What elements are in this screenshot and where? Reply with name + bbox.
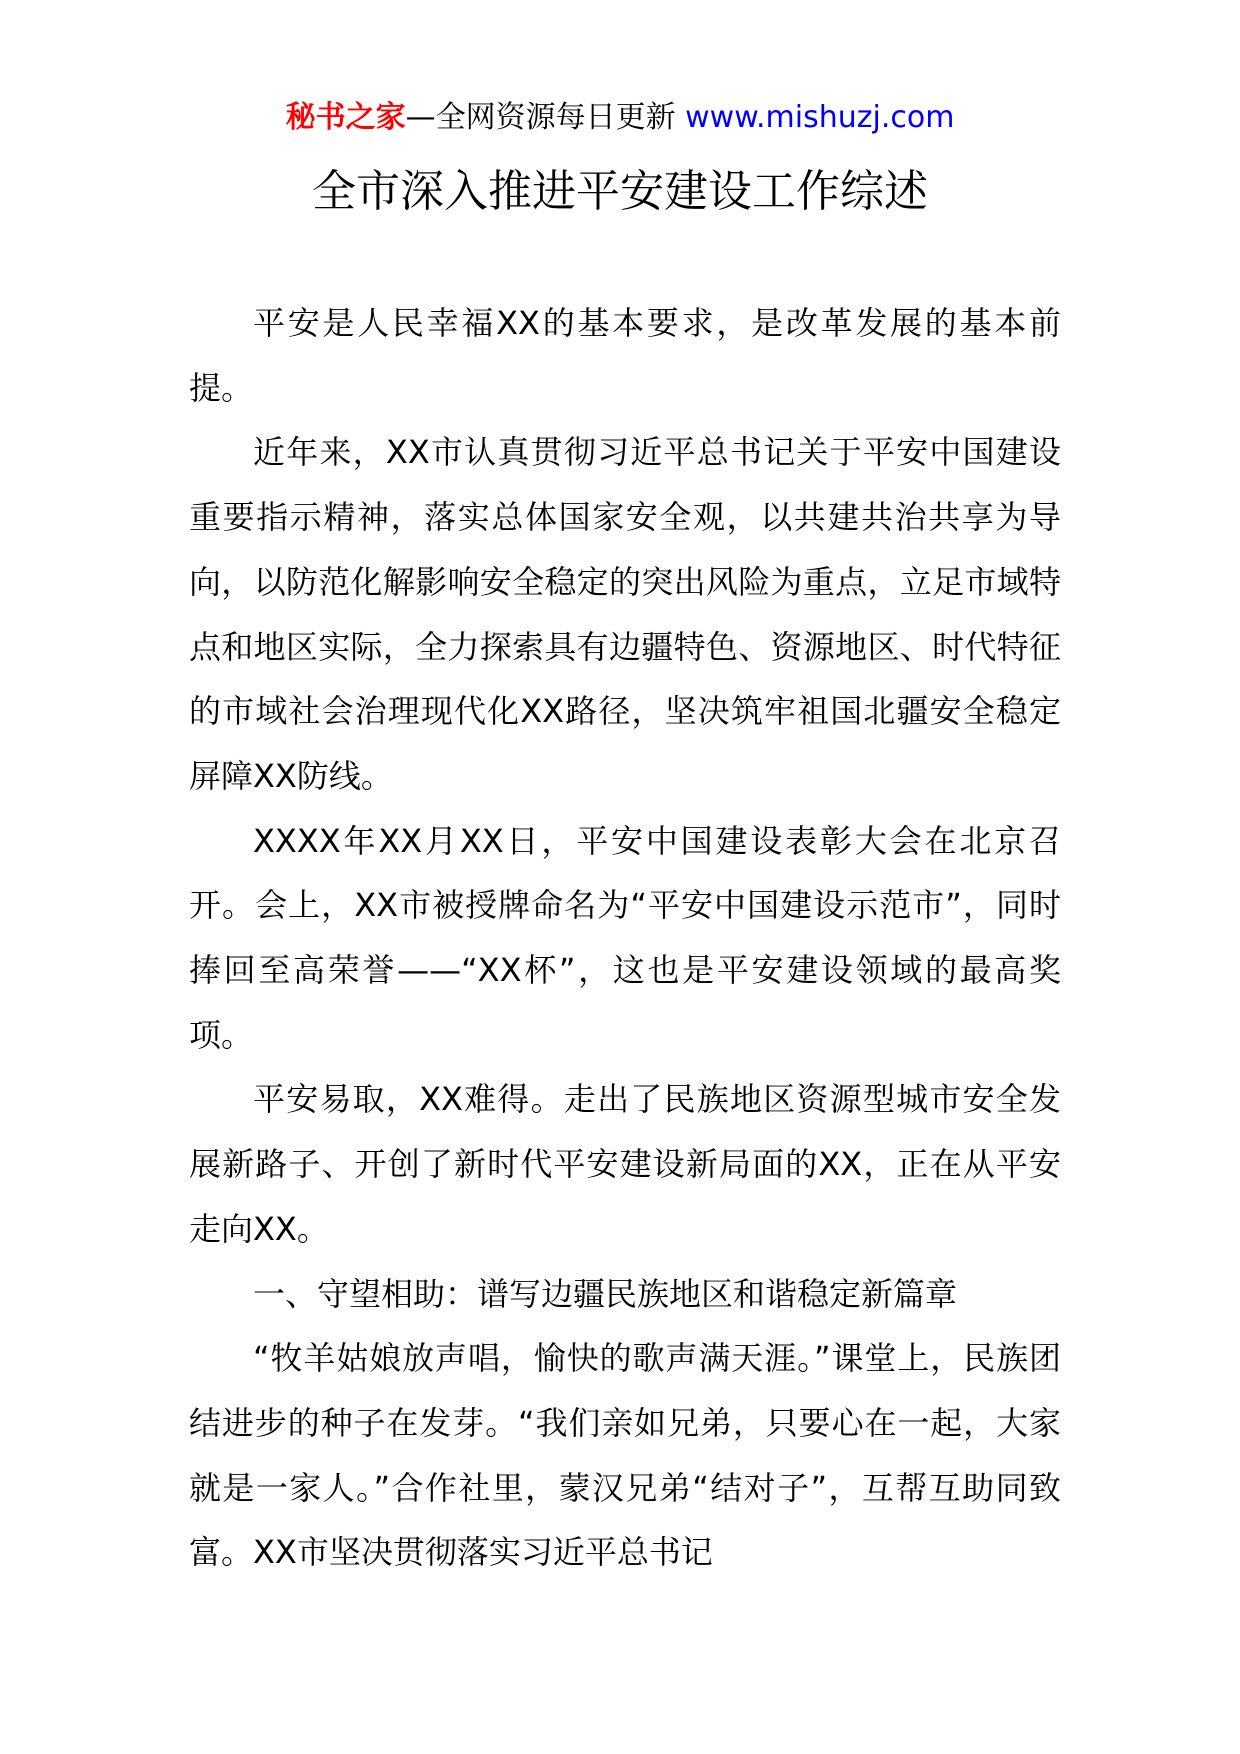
site-url-link[interactable]: www.mishuzj.com (685, 100, 955, 135)
paragraph: 平安是人民幸福XX的基本要求，是改革发展的基本前提。 (189, 304, 1061, 407)
section-heading: 一、守望相助：谱写边疆民族地区和谐稳定新篇章 (253, 1274, 958, 1313)
paragraph: 近年来，XX市认真贯彻习近平总书记关于平安中国建设重要指示精神，落实总体国家安全观，以共建共治共享为导向，以防范化解影响安全稳定的突出风险为重点，立足市域特点和地区实际，全力探索具有边疆特色、资源地区、时代特征的市域社会治理现代化XX路径，坚决筑牢祖国北疆安全稳定屏障XX防线。 (189, 433, 1061, 795)
document-body (189, 291, 1061, 1585)
site-header (0, 96, 1240, 140)
header-tagline: —全网资源每日更新 (405, 100, 676, 135)
brand-name: 秘书之家 (285, 100, 406, 135)
paragraph: XXXX年XX月XX日，平安中国建设表彰大会在北京召开。会上，XX市被授牌命名为“平安中国建设示范市”，同时捧回至高荣誉——“XX杯”，这也是平安建设领域的最高奖项。 (189, 821, 1061, 1054)
paragraph: 平安易取，XX难得。走出了民族地区资源型城市安全发展新路子、开创了新时代平安建设新局面的XX，正在从平安走向XX。 (189, 1080, 1061, 1248)
document-title: 全市深入推进平安建设工作综述 (312, 166, 928, 217)
paragraph: “牧羊姑娘放声唱，愉快的歌声满天涯。”课堂上，民族团结进步的种子在发芽。“我们亲如兄弟，只要心在一起，大家就是一家人。”合作社里，蒙汉兄弟“结对子”，互帮互助同致富。XX市坚决贯彻落实习近平总书记 (189, 1339, 1061, 1572)
